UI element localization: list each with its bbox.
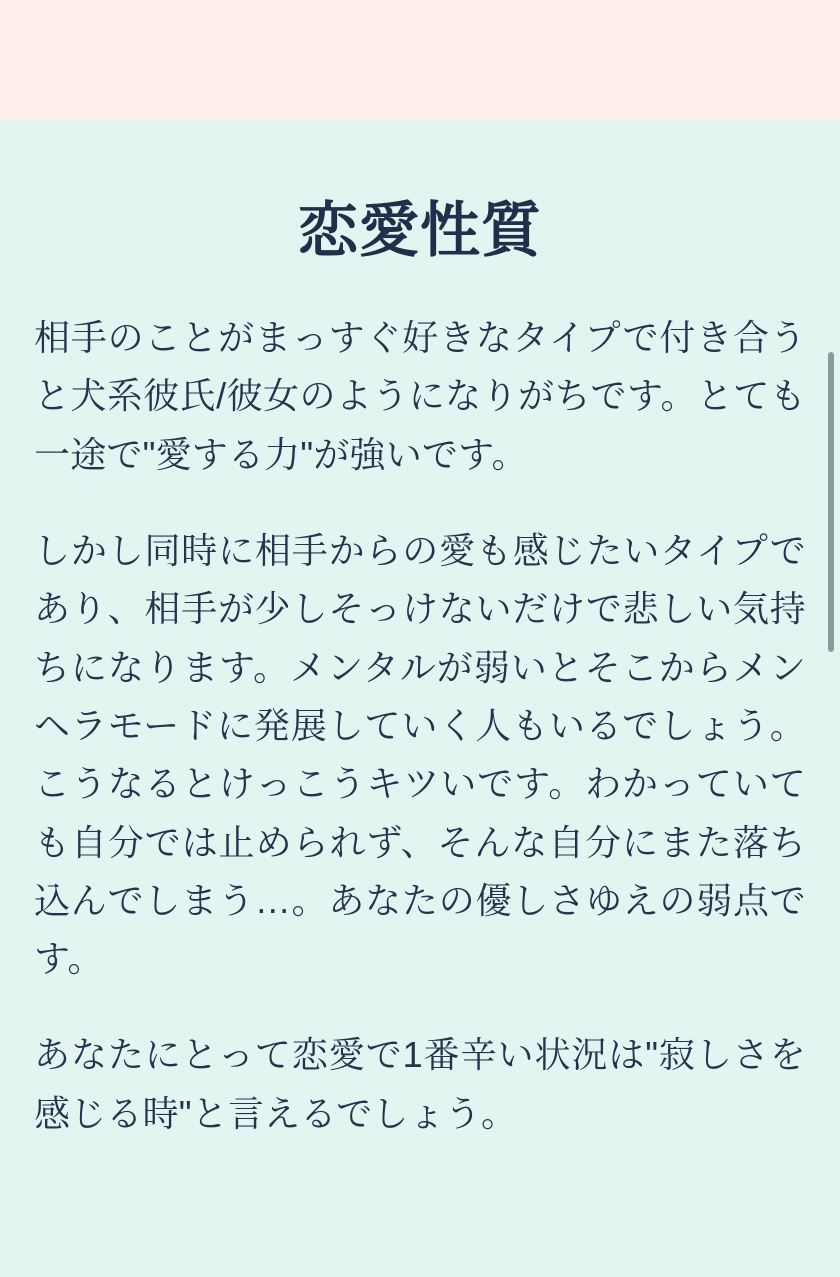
scrollbar-thumb[interactable] bbox=[828, 352, 834, 652]
paragraph-3: あなたにとって恋愛で1番辛い状況は"寂しさを感じる時"と言えるでしょう。 bbox=[34, 1034, 806, 1134]
scrollbar-track[interactable] bbox=[828, 352, 834, 912]
paragraph-1: 相手のことがまっすぐ好きなタイプで付き合うと犬系彼氏/彼女のようになりがちです。とても一途で"愛する力"が強いです。 bbox=[34, 317, 806, 475]
page-title: 恋愛性質 bbox=[298, 197, 542, 264]
paragraph-2: しかし同時に相手からの愛も感じたいタイプであり、相手が少しそっけないだけで悲しい気持ちになります。メンタルが弱いとそこからメンヘラモードに発展していく人もいるでしょう。こうなるとけっこうキツいです。わかっていても自分では止められず、そんな自分にまた落ち込んでしまう…。あなたの優しさゆえの弱点です。 bbox=[34, 529, 806, 980]
article-body bbox=[34, 309, 806, 1143]
